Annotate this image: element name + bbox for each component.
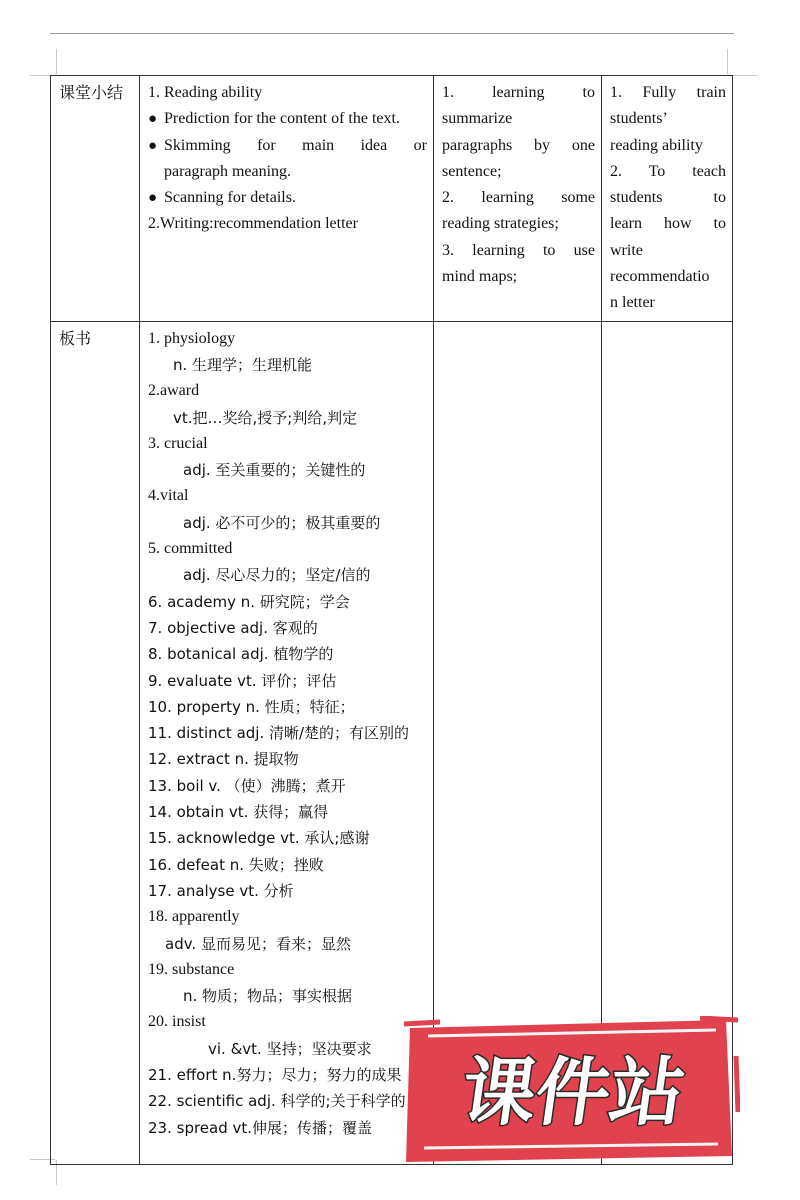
vocab-entry: 23. spread vt.伸展；传播；覆盖 xyxy=(148,1118,373,1137)
crop-mark xyxy=(732,75,757,76)
purpose-line: learn how to xyxy=(610,215,726,233)
board-label: 板书 xyxy=(59,328,92,348)
vocab-meaning: adj. 必不可少的；极其重要的 xyxy=(183,513,381,532)
objective-line: summarize xyxy=(442,110,513,128)
objective-line: 2. learning some xyxy=(442,189,595,207)
watermark-text: 课件站 xyxy=(456,1049,691,1136)
summary-line: 2.Writing:recommendation letter xyxy=(148,215,358,233)
vocab-entry: 14. obtain vt. 获得；赢得 xyxy=(148,803,329,822)
vocab-meaning: n. 物质；物品；事实根据 xyxy=(183,987,353,1006)
summary-purpose-cell xyxy=(602,76,733,322)
purpose-line: reading ability xyxy=(610,136,703,154)
purpose-line: 1. Fully train xyxy=(610,84,726,101)
vocab-entry: 8. botanical adj. 植物学的 xyxy=(148,645,334,664)
watermark-stamp xyxy=(400,1016,740,1166)
vocab-meaning: vi. &vt. 坚持；坚决要求 xyxy=(208,1039,372,1058)
vocab-entry: 7. objective adj. 客观的 xyxy=(148,618,318,637)
crop-mark xyxy=(56,49,57,74)
summary-objectives-cell xyxy=(434,76,602,322)
vocab-entry: 12. extract n. 提取物 xyxy=(148,750,299,769)
purpose-line: recommendatio xyxy=(610,268,710,286)
vocab-word: 20. insist xyxy=(148,1013,206,1031)
purpose-line: write xyxy=(610,241,643,259)
vocab-entry: 16. defeat n. 失败；挫败 xyxy=(148,855,324,874)
purpose-line: 2. To teach xyxy=(610,162,726,180)
summary-row xyxy=(51,76,733,322)
vocab-word: 2.award xyxy=(148,382,200,400)
summary-bullet: ● Skimming for main idea or xyxy=(148,133,427,159)
purpose-line: students to xyxy=(610,189,726,207)
vocab-meaning: adj. 至关重要的；关键性的 xyxy=(183,461,366,480)
objective-line: 1. learning to xyxy=(442,84,595,101)
vocab-entry: 21. effort n.努力；尽力；努力的成果 xyxy=(148,1065,402,1084)
summary-line: 1. Reading ability xyxy=(148,84,263,101)
vocab-entry: 22. scientific adj. 科学的;关于科学的 xyxy=(148,1092,406,1111)
vocab-meaning: n. 生理学；生理机能 xyxy=(173,355,313,374)
board-vocab-cell xyxy=(140,321,434,1164)
summary-line: paragraph meaning. xyxy=(164,162,292,180)
objective-line: 3. learning to use xyxy=(442,241,595,259)
bullet-icon: ● xyxy=(148,190,158,207)
crop-mark xyxy=(727,49,728,74)
vocab-entry: 10. property n. 性质；特征； xyxy=(148,697,355,716)
summary-bullet: ● Prediction for the content of the text. xyxy=(148,106,427,132)
vocab-entry: 11. distinct adj. 清晰/楚的；有区别的 xyxy=(148,724,410,743)
objective-line: paragraphs by one xyxy=(442,136,595,154)
header-rule xyxy=(50,33,734,34)
purpose-line: n letter xyxy=(610,294,655,312)
purpose-line: students’ xyxy=(610,110,668,128)
summary-bullet: ● Scanning for details. xyxy=(148,185,427,211)
vocab-entry: 13. boil v. （使）沸腾；煮开 xyxy=(148,776,346,795)
objective-line: sentence; xyxy=(442,162,502,180)
vocab-entry: 6. academy n. 研究院；学会 xyxy=(148,592,350,611)
watermark-graphic xyxy=(400,1016,740,1166)
vocab-meaning: vt.把…奖给,授予;判给,判定 xyxy=(173,408,358,427)
objective-line: reading strategies; xyxy=(442,215,559,233)
vocab-meaning: adj. 尽心尽力的；坚定/信的 xyxy=(183,566,371,585)
vocab-word: 1. physiology xyxy=(148,329,236,347)
vocab-word: 18. apparently xyxy=(148,908,240,926)
vocab-word: 5. committed xyxy=(148,540,233,558)
vocab-entry: 9. evaluate vt. 评价；评估 xyxy=(148,671,337,690)
summary-reading-cell xyxy=(140,76,434,322)
lesson-table xyxy=(50,75,733,1165)
objective-line: mind maps; xyxy=(442,268,518,286)
vocab-word: 4.vital xyxy=(148,487,189,505)
vocab-meaning: adv. 显而易见；看来；显然 xyxy=(165,934,351,953)
vocab-entry: 17. analyse vt. 分析 xyxy=(148,881,294,900)
vocab-word: 19. substance xyxy=(148,960,235,978)
bullet-icon: ● xyxy=(148,111,158,128)
vocab-entry: 15. acknowledge vt. 承认;感谢 xyxy=(148,829,370,848)
summary-label: 课堂小结 xyxy=(59,83,124,102)
vocab-word: 3. crucial xyxy=(148,434,208,452)
bullet-icon: ● xyxy=(148,137,158,154)
